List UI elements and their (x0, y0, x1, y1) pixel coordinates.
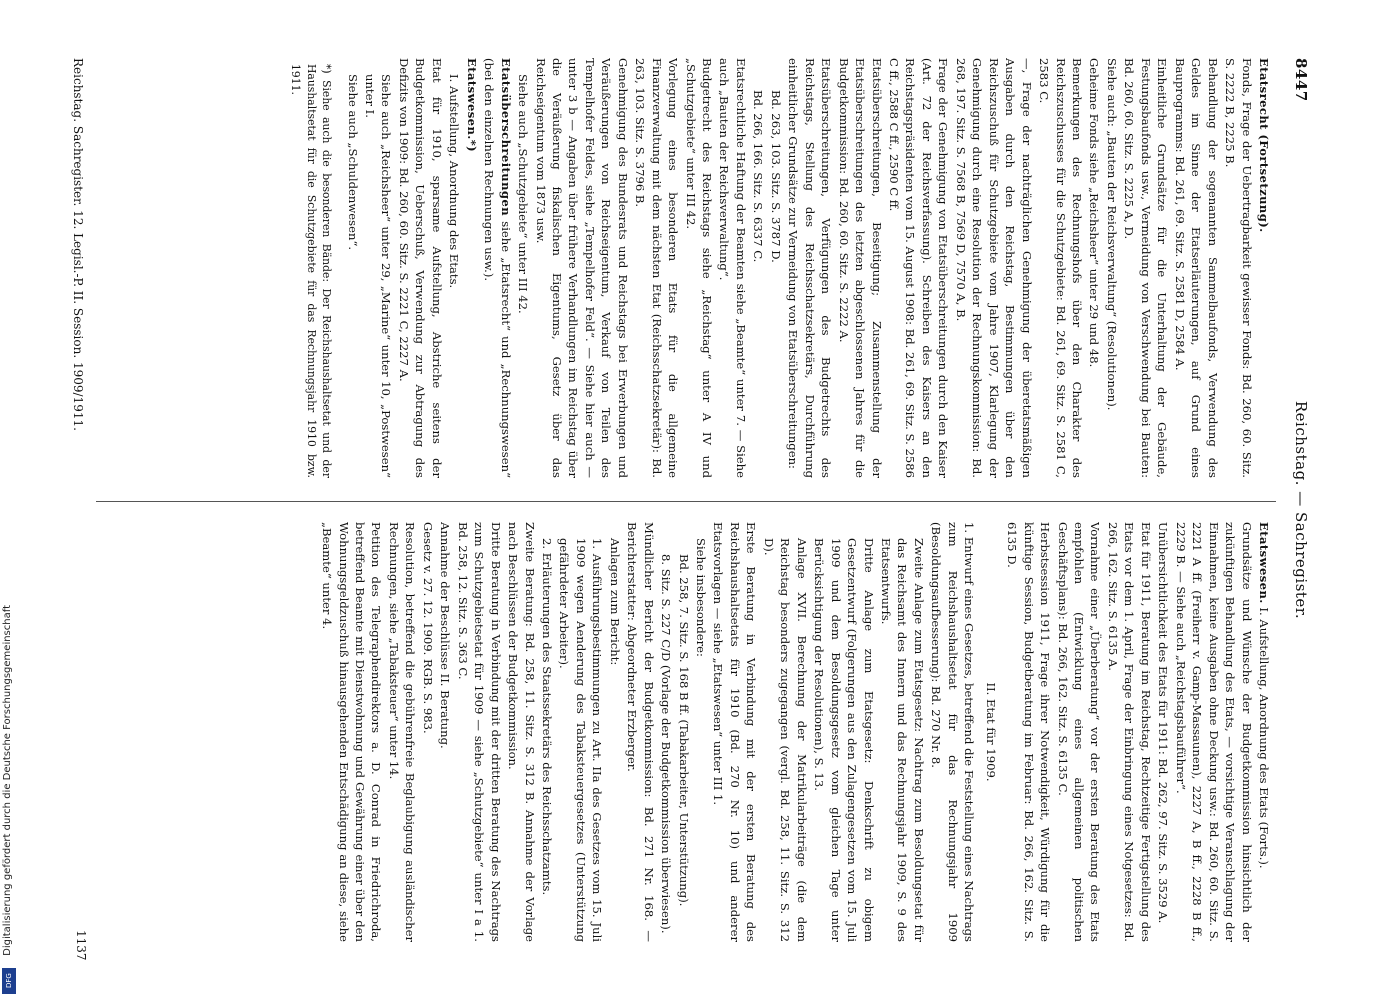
register-entry (716, 58, 749, 478)
entry-text: siehe „Etatsrecht“ und „Rechnungswesen“ (bei den einzelnen Rechnungen usw.). (482, 58, 513, 478)
entry-text: Einheitliche Grundsätze für die Unterhaltung der Gebäude, Festungsbaufonds usw., Vermeidung von Verschwendung bei Bauten: Bd. 260, 60. Sitz. S. 2225 A, D. (1122, 58, 1170, 478)
entry-text: Gesetz v. 27. 12. 1909. RGB. S. 983. (420, 522, 435, 734)
register-entry (1103, 58, 1119, 478)
column-divider (96, 501, 1276, 502)
entry-text: Vorlegung eines besonderen Etats für die allgemeine Finanzverwaltung mit dem nächsten Etat (Reichsschatzsekretär): Bd. 263, 103. Sitz. S. 3796 B. (633, 58, 681, 478)
entry-text: Siehe auch: „Bauten der Reichsverwaltung“ (Resolutionen). (1104, 58, 1119, 411)
entry-text: Petition des Telegraphendirektors a. D. Conrad in Friedrichroda, betreffend Beamte mit Dienstwohnung und Gewährung einer über den Wohnungsgeldzuschuß hinausgehenden Entschädigung an diese, siehe „Beamte“ unter 4. (320, 522, 384, 942)
register-entry (556, 522, 605, 942)
register-entry (952, 58, 1034, 478)
entry-text: Etat für 1911, Beratung im Reichstag, Rechtzeitige Fertigstellung des Etats vor dem 1. April, Frage der Einbringung eines Notgesetzes: Bd. 266, 162. Sitz. S. 6135 A. (1105, 522, 1153, 942)
entry-text: Erste Beratung in Verbindung mit der ersten Beratung des Reichshaushaltsetats für 1910 (Bd. 270 Nr. 10) und anderer Etatsvorlagen — siehe „Etatswesen“ unter III 1. (711, 522, 759, 942)
entry-text: Dritte Beratung in Verbindung mit der dritten Beratung des Nachtrags zum Schutzgebietsetat für 1909 — siehe „Schutzgebiete“ unter I a 1. Bd. 258, 12. Sitz. S. 363 C. (455, 522, 503, 942)
register-entry (385, 522, 418, 942)
imprint-line: Reichstag. Sachregister. 12. Legisl.-P. II. Session. 1909/1911. (71, 58, 85, 431)
footnote: *) Siehe auch die besonderen Bände: Der Reichshaushaltsetat und der Haushaltsetat für die Schutzgebiete für das Rechnungsjahr 1910 bzw. 1911. (289, 64, 334, 478)
register-entry (682, 58, 715, 478)
digitization-credit: Digitalisierung gefördert durch die Deutsche Forschungsgemeinschaft (2, 605, 13, 956)
register-entry (767, 58, 783, 478)
page-title: Reichstag. — Sachregister. (1292, 400, 1310, 620)
register-entry (811, 522, 877, 942)
entry-text: Siehe auch „Reichsheer“ unter 29, „Marine“ unter 10, „Postwesen“ unter I. (362, 74, 394, 478)
entry-text: Annahme der Beschlüsse II. Beratung. (438, 522, 453, 749)
entry-text: Vornahme einer „Überberatung“ vor der ersten Beratung des Etats empfohlen (Entwicklung eines allgemeinen politischen Geschäftsplans): Bd. 266, 162. Sitz. S. 6135 C. (1055, 522, 1103, 942)
register-entry (446, 58, 462, 478)
register-entry (1086, 58, 1102, 478)
register-entry (750, 58, 766, 478)
entry-text: Fonds, Frage der Uebertragbarkeit gewisser Fonds: Bd. 260, 60. Sitz. S. 2222 B, 2225 B. (1223, 58, 1254, 478)
entry-text: 8. Sitz. S. 227 C/D (Vorlage der Budgetkommission überwiesen). (659, 554, 674, 934)
entry-text: Geheime Fonds siehe „Reichsheer“ unter 29 und 48. (1087, 58, 1102, 368)
register-entry (835, 58, 884, 478)
register-entry (1155, 522, 1171, 942)
entry-text: II. Etat für 1909. (983, 682, 998, 782)
entry-text: Etatsüberschreitungen, Beseitigung; Zusammenstellung der Etatsüberschreitungen des letzten abgeschlossenen Jahres für die Budgetkommission: Bd. 260, 60. Sitz. S. 2222 A. (836, 58, 884, 478)
entry-text: Mündlicher Bericht der Budgetkommission: Bd. 271 Nr. 168. — Berichterstatter: Abgeordneter Erzberger. (625, 522, 656, 942)
page-number-top: 8447 (1292, 58, 1310, 102)
page-number-bottom: 1137 (74, 930, 88, 961)
entry-text: Unübersichtlichkeit des Etats für 1911: Bd. 262, 97. Sitz. S. 3529 A. (1156, 522, 1171, 924)
rotated-register-page (60, 50, 1310, 970)
register-entry (982, 522, 998, 942)
register-entry (624, 522, 657, 942)
register-entry (1256, 58, 1272, 478)
right-column (92, 522, 1272, 942)
entry-heading: Etatsüberschreitungen (498, 58, 513, 217)
register-entry (1172, 522, 1254, 942)
left-column (92, 58, 1272, 478)
register-entry (658, 522, 674, 942)
register-entry (886, 58, 952, 478)
entry-text: Zweite Anlage zum Etatsgesetz: Nachtrag zum Besoldungsetat für das Reichsamt des Innern und das Rechnungsjahr 1909, S. 9 des Etatsentwurfs. (879, 538, 926, 942)
dfg-logo-icon: DFG (2, 968, 16, 994)
entry-heading: Etatswesen.*) (464, 58, 479, 153)
entry-text: Siehe auch „Schutzgebiete“ unter III 42. (516, 74, 531, 314)
register-entry (344, 58, 360, 478)
register-entry (1036, 58, 1085, 478)
entry-text: Grundsätze und Wünsche der Budgetkommission hinsichtlich der zukünftigen Behandlung des Etats, — vorsichtige Veranschlagung der Einnahmen, keine Ausgaben ohne Deckung usw.: Bd. 260, 60. Sitz. S. 2221 A ff. (Freiherr v. Gamp-Massaunen), 2227 A, B ff., 2228 B ff., 2229 B. — Siehe auch „Reichstagsbauführer“. (1173, 522, 1254, 942)
entry-text: Etatsüberschreitungen, Verfügungen des Budgetrechts des Reichstags, Stellung des Reichsschatzsekretärs, Durchführung einheitlicher Grundsätze zur Vermeidung von Etatsüberschreitungen: (786, 58, 834, 478)
register-entry (928, 522, 977, 942)
entry-text: Siehe auch „Schuldenwesen“. (345, 74, 360, 251)
register-entry (395, 58, 444, 478)
entry-text: Resolution, betreffend die gebührenfreie Beglaubigung ausländischer Rechnungen, siehe „Tabaksteuer“ unter 14. (386, 522, 418, 942)
entry-text: 2. Erläuterungen des Staatssekretärs des Reichsschatzamts. (539, 538, 554, 896)
register-entry (463, 58, 479, 478)
entry-text: I. Aufstellung, Anordnung des Etats (Forts.). (1257, 607, 1271, 869)
register-entry (785, 58, 834, 478)
entry-text: Bemerkungen des Rechnungshofs über den Charakter des Reichszuschusses für die Schutzgebiete: Bd. 261, 69. Sitz. S. 2581 C, 2583 C. (1037, 58, 1085, 478)
register-entry (1222, 58, 1255, 478)
register-entry (481, 58, 514, 478)
entry-text: Bd. 258, 7. Sitz. S. 168 B ff. (Tabakarbeiter, Unterstützung). (676, 554, 691, 907)
register-entry (515, 58, 531, 478)
register-entry (606, 522, 622, 942)
entry-heading: Etatsrecht (Fortsetzung). (1257, 58, 1271, 233)
register-entry (419, 522, 435, 942)
entry-text: Anlage XVII. Berechnung der Matrikularbeiträge (die dem Reichstag besonders zugegangen (vergl. Bd. 258, 11. Sitz. S. 312 D). (761, 538, 809, 942)
register-entry (1004, 522, 1053, 942)
entry-heading: Etatswesen. (1257, 522, 1271, 604)
register-entry (1171, 58, 1220, 478)
register-entry (760, 522, 809, 942)
register-entry (693, 522, 709, 942)
register-entry (539, 522, 555, 942)
entry-text: Zweite Beratung: Bd. 258, 11. Sitz. S. 312 B. Annahme der Vorlage nach Beschlüssen der Budgetkommission. (506, 522, 537, 942)
register-entry (878, 522, 927, 942)
register-entry (532, 58, 631, 478)
register-entry (710, 522, 759, 942)
entry-text: —, Frage der nachträglichen Genehmigung der überetatsmäßigen Ausgaben durch den Reichstag, Bestimmungen über den Reichszuschuß für Schutzgebiete vom Jahre 1907, Klarlegung der Genehmigung durch eine Resolution der Rechnungskommission: Bd. 268, 197. Sitz. S. 7568 B, 7569 D, 7570 A, B. (953, 58, 1034, 478)
entry-text: Siehe insbesondere: (694, 538, 709, 657)
entry-text: Etatsrechtliche Haftung der Beamten siehe „Beamte“ unter 7. — Siehe auch „Bauten der Reichsverwaltung“. (717, 58, 748, 478)
entry-text: I. Aufstellung, Anordnung des Etats. (447, 74, 462, 289)
running-head (1282, 50, 1310, 970)
entry-text: Budgetrecht des Reichstags siehe „Reichstag“ unter A IV und „Schutzgebiete“ unter III 42. (683, 58, 715, 478)
entry-text: 1. Entwurf eines Gesetzes, betreffend die Feststellung eines Nachtrags zum Reichshaushaltsetat für das Rechnungsjahr 1909 (Besoldungsaufbesserung): Bd. 270 Nr. 8. (929, 522, 977, 942)
entry-text: Frage der Genehmigung von Etatsüberschreitungen durch den Kaiser (Art. 72 der Reichsverfassung). Schreiben des Kaisers an den Reichstagspräsidenten vom 15. August 1908: Bd. 261, 69. Sitz. S. 2586 C ff., 2588 C ff., 2590 C ff. (887, 58, 951, 478)
entry-text: 1. Ausführungsbestimmungen zu Art. IIa des Gesetzes vom 15. Juli 1909 wegen Aenderung des Tabaksteuergesetzes (Unterstützung gefährdeter Arbeiter). (557, 538, 605, 942)
entry-text: Bd. 266, 166. Sitz. S. 6337 C. (751, 90, 766, 263)
entry-text: Bd. 263, 103. Sitz. S. 3787 D. (768, 90, 783, 263)
entry-text: Etat für 1910, sparsame Aufstellung, Abstriche seitens der Budgetkommission, Ueberschuß, Verwendung zur Abtragung des Defizits von 1909: Bd. 260, 60. Sitz. S. 2221 C, 2227 A. (396, 58, 444, 478)
register-entry (505, 522, 538, 942)
register-entry (454, 522, 503, 942)
entry-text: Dritte Anlage zum Etatsgesetz: Denkschrift zu obigem Gesetzentwurf (Folgerungen aus den Zulagengesetzen vom 15. Juli 1909 und dem Besoldungsgesetz vom gleichen Tage unter Berücksichtigung der Resolutionen), S. 13. (812, 538, 876, 942)
register-entry (1104, 522, 1153, 942)
entry-text: Herbstsession 1911, Frage ihrer Notwendigkeit, Würdigung für die künftige Session, Budgetberatung im Februar: Bd. 266, 162. Sitz. S. 6135 D. (1005, 522, 1053, 942)
entry-text: Behandlung der sogenannten Sammelbaufonds, Verwendung des Geldes im Sinne der Etatserläuterungen, auf Grund eines Bauprogramms: Bd. 261, 69. Sitz. S. 2581 D, 2584 A. (1172, 58, 1220, 478)
register-entry (1256, 522, 1272, 942)
register-entry (675, 522, 691, 942)
register-entry (362, 58, 395, 478)
register-entry (1054, 522, 1103, 942)
entry-text: Anlagen zum Bericht: (607, 538, 622, 666)
register-entry (1121, 58, 1170, 478)
register-entry (632, 58, 681, 478)
entry-text: Genehmigung des Bundesrats und Reichstags bei Erwerbungen und Veräußerungen von Reichseigentum, Verkauf von Teilen des Tempelhofer Feldes, siehe „Tempelhofer Feld“. — Siehe hier auch — unter 3 b — Angaben über frühere Verhandlungen im Reichstag über die Veräußerung fiskalischen Eigentums, Gesetz über das Reichseigentum vom 1873 usw. (533, 58, 630, 478)
register-entry (437, 522, 453, 942)
register-entry (319, 522, 385, 942)
